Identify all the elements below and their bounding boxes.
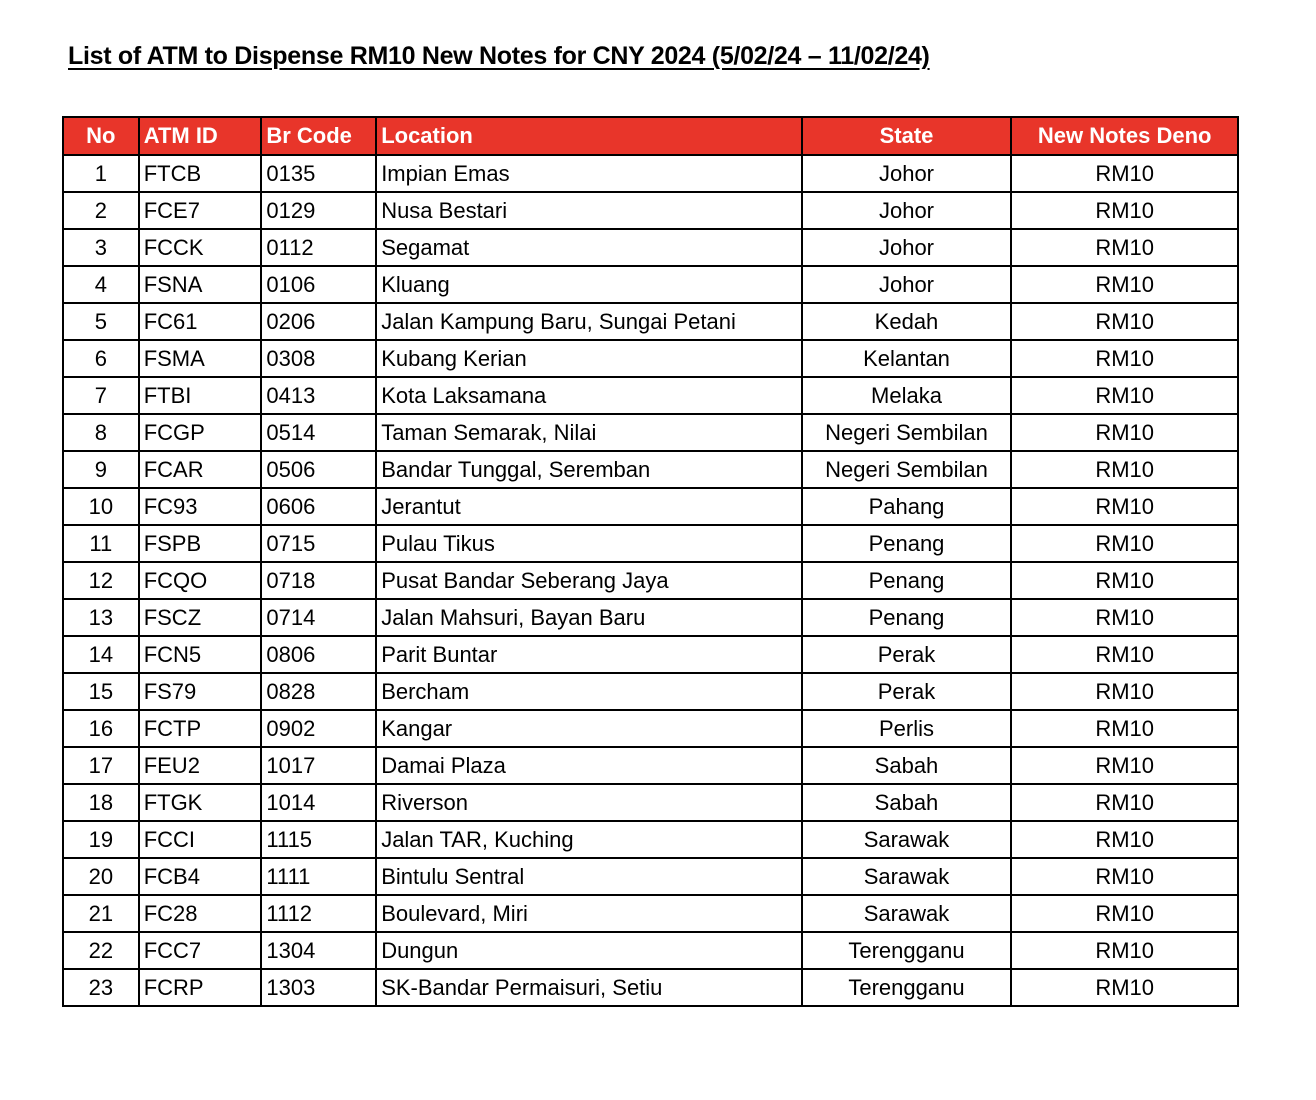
- cell-state: Melaka: [802, 377, 1012, 414]
- cell-no: 12: [63, 562, 139, 599]
- cell-deno: RM10: [1011, 266, 1238, 303]
- cell-state: Sarawak: [802, 858, 1012, 895]
- cell-location: Riverson: [376, 784, 801, 821]
- cell-deno: RM10: [1011, 340, 1238, 377]
- cell-state: Kedah: [802, 303, 1012, 340]
- cell-no: 2: [63, 192, 139, 229]
- cell-state: Terengganu: [802, 932, 1012, 969]
- cell-br-code: 0413: [261, 377, 376, 414]
- cell-atm-id: FSPB: [139, 525, 262, 562]
- cell-state: Kelantan: [802, 340, 1012, 377]
- cell-br-code: 1115: [261, 821, 376, 858]
- cell-deno: RM10: [1011, 895, 1238, 932]
- cell-no: 1: [63, 155, 139, 192]
- cell-atm-id: FCC7: [139, 932, 262, 969]
- table-row: [63, 155, 1238, 192]
- cell-no: 8: [63, 414, 139, 451]
- cell-no: 11: [63, 525, 139, 562]
- cell-atm-id: FCB4: [139, 858, 262, 895]
- header-state: State: [802, 117, 1012, 155]
- table-row: [63, 710, 1238, 747]
- cell-no: 23: [63, 969, 139, 1006]
- cell-br-code: 1304: [261, 932, 376, 969]
- cell-deno: RM10: [1011, 414, 1238, 451]
- table-row: [63, 340, 1238, 377]
- cell-atm-id: FC61: [139, 303, 262, 340]
- cell-br-code: 1112: [261, 895, 376, 932]
- cell-br-code: 1303: [261, 969, 376, 1006]
- table-row: [63, 932, 1238, 969]
- cell-deno: RM10: [1011, 858, 1238, 895]
- cell-br-code: 0106: [261, 266, 376, 303]
- cell-atm-id: FSNA: [139, 266, 262, 303]
- cell-atm-id: FSCZ: [139, 599, 262, 636]
- cell-br-code: 0135: [261, 155, 376, 192]
- cell-deno: RM10: [1011, 710, 1238, 747]
- cell-no: 17: [63, 747, 139, 784]
- cell-atm-id: FSMA: [139, 340, 262, 377]
- atm-table: [62, 116, 1239, 1007]
- cell-no: 21: [63, 895, 139, 932]
- cell-br-code: 0514: [261, 414, 376, 451]
- cell-atm-id: FCE7: [139, 192, 262, 229]
- cell-state: Sabah: [802, 747, 1012, 784]
- cell-atm-id: FC93: [139, 488, 262, 525]
- cell-atm-id: FTCB: [139, 155, 262, 192]
- cell-state: Penang: [802, 599, 1012, 636]
- cell-location: Boulevard, Miri: [376, 895, 801, 932]
- table-row: [63, 599, 1238, 636]
- cell-location: Bandar Tunggal, Seremban: [376, 451, 801, 488]
- cell-no: 22: [63, 932, 139, 969]
- cell-state: Johor: [802, 266, 1012, 303]
- cell-br-code: 0902: [261, 710, 376, 747]
- cell-location: Kluang: [376, 266, 801, 303]
- cell-state: Perak: [802, 636, 1012, 673]
- cell-deno: RM10: [1011, 747, 1238, 784]
- cell-atm-id: FCAR: [139, 451, 262, 488]
- cell-no: 18: [63, 784, 139, 821]
- cell-br-code: 0715: [261, 525, 376, 562]
- cell-no: 19: [63, 821, 139, 858]
- header-location: Location: [376, 117, 801, 155]
- cell-br-code: 0129: [261, 192, 376, 229]
- cell-location: Taman Semarak, Nilai: [376, 414, 801, 451]
- table-row: [63, 229, 1238, 266]
- cell-location: Bintulu Sentral: [376, 858, 801, 895]
- cell-deno: RM10: [1011, 821, 1238, 858]
- cell-no: 9: [63, 451, 139, 488]
- cell-br-code: 1017: [261, 747, 376, 784]
- cell-br-code: 1014: [261, 784, 376, 821]
- header-deno: New Notes Deno: [1011, 117, 1238, 155]
- cell-location: Parit Buntar: [376, 636, 801, 673]
- cell-state: Negeri Sembilan: [802, 451, 1012, 488]
- cell-location: Kota Laksamana: [376, 377, 801, 414]
- table-row: [63, 266, 1238, 303]
- cell-no: 16: [63, 710, 139, 747]
- table-row: [63, 895, 1238, 932]
- document-title: List of ATM to Dispense RM10 New Notes for CNY 2024 (5/02/24 – 11/02/24): [68, 42, 930, 70]
- cell-location: Impian Emas: [376, 155, 801, 192]
- table-row: [63, 303, 1238, 340]
- cell-deno: RM10: [1011, 784, 1238, 821]
- cell-location: Jalan Mahsuri, Bayan Baru: [376, 599, 801, 636]
- cell-state: Johor: [802, 229, 1012, 266]
- table-row: [63, 673, 1238, 710]
- table-row: [63, 377, 1238, 414]
- table-row: [63, 636, 1238, 673]
- table-row: [63, 192, 1238, 229]
- cell-atm-id: FCCI: [139, 821, 262, 858]
- cell-atm-id: FS79: [139, 673, 262, 710]
- cell-deno: RM10: [1011, 562, 1238, 599]
- cell-atm-id: FTBI: [139, 377, 262, 414]
- cell-state: Penang: [802, 562, 1012, 599]
- cell-deno: RM10: [1011, 303, 1238, 340]
- cell-no: 15: [63, 673, 139, 710]
- cell-state: Perak: [802, 673, 1012, 710]
- cell-location: Jalan Kampung Baru, Sungai Petani: [376, 303, 801, 340]
- cell-no: 6: [63, 340, 139, 377]
- cell-state: Terengganu: [802, 969, 1012, 1006]
- cell-deno: RM10: [1011, 451, 1238, 488]
- cell-atm-id: FCRP: [139, 969, 262, 1006]
- cell-no: 5: [63, 303, 139, 340]
- cell-br-code: 0714: [261, 599, 376, 636]
- cell-state: Negeri Sembilan: [802, 414, 1012, 451]
- cell-no: 20: [63, 858, 139, 895]
- cell-state: Sarawak: [802, 821, 1012, 858]
- header-atm-id: ATM ID: [139, 117, 262, 155]
- cell-no: 7: [63, 377, 139, 414]
- cell-no: 3: [63, 229, 139, 266]
- cell-atm-id: FCGP: [139, 414, 262, 451]
- cell-state: Perlis: [802, 710, 1012, 747]
- cell-location: Jalan TAR, Kuching: [376, 821, 801, 858]
- cell-location: Jerantut: [376, 488, 801, 525]
- cell-br-code: 0718: [261, 562, 376, 599]
- cell-atm-id: FC28: [139, 895, 262, 932]
- table-row: [63, 858, 1238, 895]
- cell-deno: RM10: [1011, 932, 1238, 969]
- cell-atm-id: FCQO: [139, 562, 262, 599]
- cell-location: Dungun: [376, 932, 801, 969]
- cell-location: Pusat Bandar Seberang Jaya: [376, 562, 801, 599]
- cell-br-code: 1111: [261, 858, 376, 895]
- cell-location: Kubang Kerian: [376, 340, 801, 377]
- cell-deno: RM10: [1011, 636, 1238, 673]
- cell-deno: RM10: [1011, 155, 1238, 192]
- cell-deno: RM10: [1011, 525, 1238, 562]
- table-row: [63, 747, 1238, 784]
- cell-location: Damai Plaza: [376, 747, 801, 784]
- table-row: [63, 784, 1238, 821]
- table-row: [63, 969, 1238, 1006]
- cell-no: 4: [63, 266, 139, 303]
- cell-atm-id: FEU2: [139, 747, 262, 784]
- cell-state: Johor: [802, 192, 1012, 229]
- cell-deno: RM10: [1011, 192, 1238, 229]
- cell-deno: RM10: [1011, 673, 1238, 710]
- table-row: [63, 525, 1238, 562]
- cell-br-code: 0206: [261, 303, 376, 340]
- cell-atm-id: FCTP: [139, 710, 262, 747]
- cell-state: Johor: [802, 155, 1012, 192]
- cell-atm-id: FCCK: [139, 229, 262, 266]
- header-no: No: [63, 117, 139, 155]
- table-header-row: [63, 117, 1238, 155]
- cell-no: 14: [63, 636, 139, 673]
- cell-state: Sabah: [802, 784, 1012, 821]
- cell-deno: RM10: [1011, 377, 1238, 414]
- cell-location: Kangar: [376, 710, 801, 747]
- table-row: [63, 488, 1238, 525]
- cell-location: Segamat: [376, 229, 801, 266]
- cell-br-code: 0112: [261, 229, 376, 266]
- table-row: [63, 451, 1238, 488]
- cell-location: Nusa Bestari: [376, 192, 801, 229]
- cell-no: 10: [63, 488, 139, 525]
- cell-no: 13: [63, 599, 139, 636]
- cell-br-code: 0506: [261, 451, 376, 488]
- header-br-code: Br Code: [261, 117, 376, 155]
- cell-br-code: 0606: [261, 488, 376, 525]
- table-row: [63, 821, 1238, 858]
- cell-atm-id: FCN5: [139, 636, 262, 673]
- table-row: [63, 562, 1238, 599]
- cell-deno: RM10: [1011, 488, 1238, 525]
- cell-state: Penang: [802, 525, 1012, 562]
- cell-state: Sarawak: [802, 895, 1012, 932]
- cell-location: SK-Bandar Permaisuri, Setiu: [376, 969, 801, 1006]
- cell-br-code: 0828: [261, 673, 376, 710]
- cell-location: Pulau Tikus: [376, 525, 801, 562]
- cell-location: Bercham: [376, 673, 801, 710]
- cell-atm-id: FTGK: [139, 784, 262, 821]
- cell-state: Pahang: [802, 488, 1012, 525]
- cell-br-code: 0806: [261, 636, 376, 673]
- table-row: [63, 414, 1238, 451]
- cell-deno: RM10: [1011, 599, 1238, 636]
- cell-br-code: 0308: [261, 340, 376, 377]
- cell-deno: RM10: [1011, 969, 1238, 1006]
- cell-deno: RM10: [1011, 229, 1238, 266]
